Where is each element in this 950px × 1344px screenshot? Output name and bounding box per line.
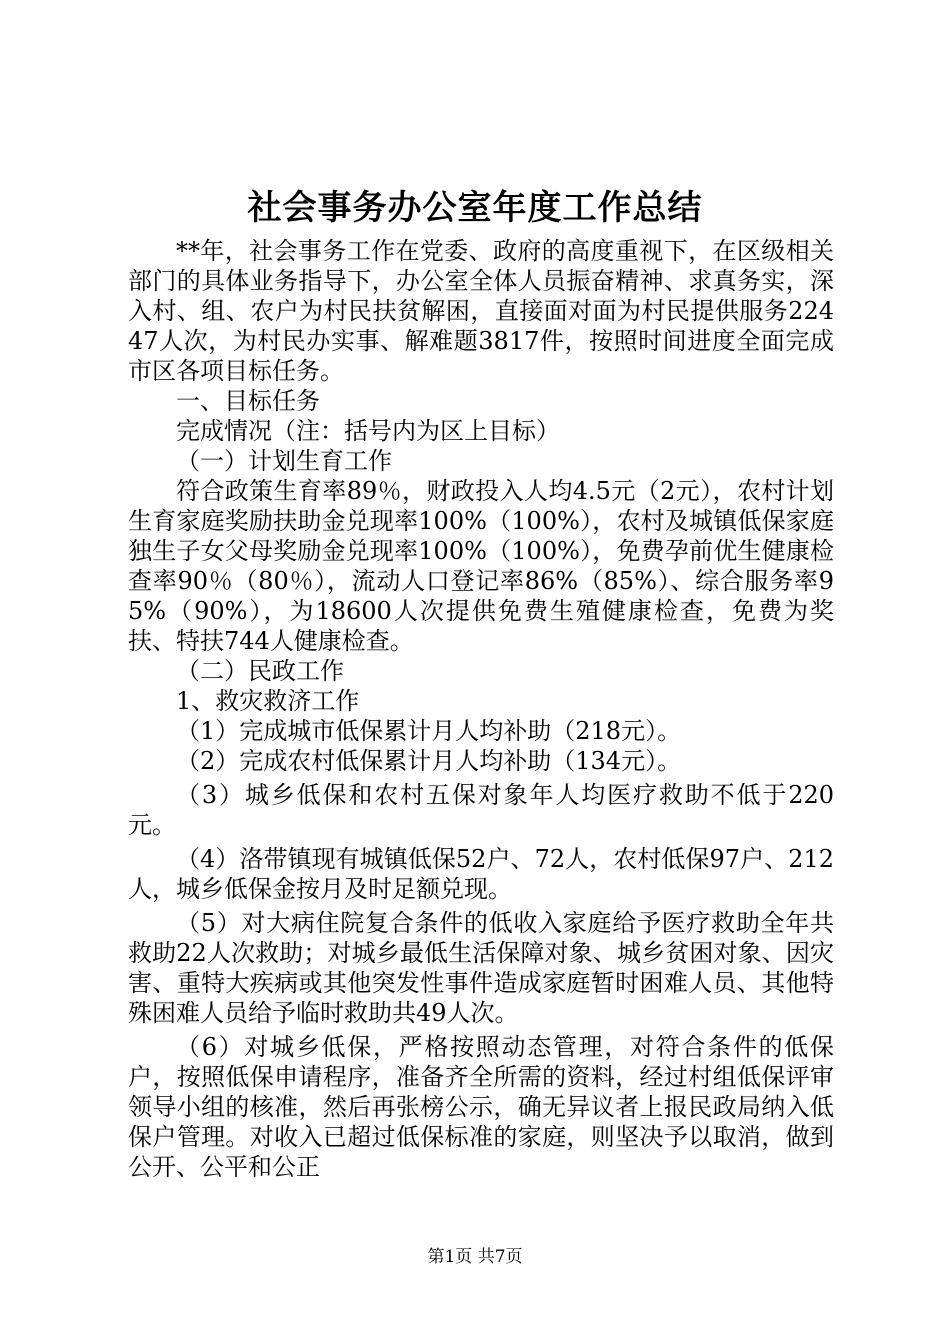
paragraph-family-planning: 符合政策生育率89％，财政投入人均4.5元（2元），农村计划生育家庭奖励扶助金兑现率100%（100%），农村及城镇低保家庭独生子女父母奖励金兑现率100%（100%），免费孕前优生健康检查率90％（80％），流动人口登记率86%（85%）、综合服务率95%（90%），为18600人次提供免费生殖健康检查，免费为奖扶、特扶744人健康检查。 xyxy=(128,477,834,655)
completion-note: 完成情况（注：括号内为区上目标） xyxy=(176,417,560,445)
list-item-6: （6）对城乡低保，严格按照动态管理，对符合条件的低保户，按照低保申请程序，准备齐全所需的资料，经过村组低保评审领导小组的核准，然后再张榜公示，确无异议者上报民政局纳入低保户管理。对收入已超过低保标准的家庭，则坚决予以取消，做到公开、公平和公正 xyxy=(128,1033,834,1181)
document-body xyxy=(128,236,834,1182)
item-heading-disaster-relief: 1、救灾救济工作 xyxy=(176,687,360,715)
list-item-3: （3）城乡低保和农村五保对象年人均医疗救助不低于220元。 xyxy=(128,781,834,839)
document-title: 社会事务办公室年度工作总结 xyxy=(247,188,703,228)
list-item-2: （2）完成农村低保累计月人均补助（134元）。 xyxy=(176,747,682,775)
list-item-1: （1）完成城市低保累计月人均补助（218元）。 xyxy=(176,717,682,745)
page-number: 第1页 共7页 xyxy=(427,1247,523,1267)
subsection-heading-civil-affairs: （二）民政工作 xyxy=(176,657,344,685)
paragraph-intro: **年，社会事务工作在党委、政府的高度重视下，在区级相关部门的具体业务指导下，办公室全体人员振奋精神、求真务实，深入村、组、农户为村民扶贫解困，直接面对面为村民提供服务22447人次，为村民办实事、解难题3817件，按照时间进度全面完成市区各项目标任务。 xyxy=(128,237,834,385)
section-heading-goals: 一、目标任务 xyxy=(176,387,320,415)
subsection-heading-family-planning: （一）计划生育工作 xyxy=(176,447,392,475)
list-item-5: （5）对大病住院复合条件的低收入家庭给予医疗救助全年共救助22人次救助；对城乡最低生活保障对象、城乡贫困对象、因灾害、重特大疾病或其他突发性事件造成家庭暂时困难人员、其他特殊困难人员给予临时救助共49人次。 xyxy=(128,909,834,1027)
list-item-4: （4）洛带镇现有城镇低保52户、72人，农村低保97户、212人，城乡低保金按月及时足额兑现。 xyxy=(128,845,834,903)
